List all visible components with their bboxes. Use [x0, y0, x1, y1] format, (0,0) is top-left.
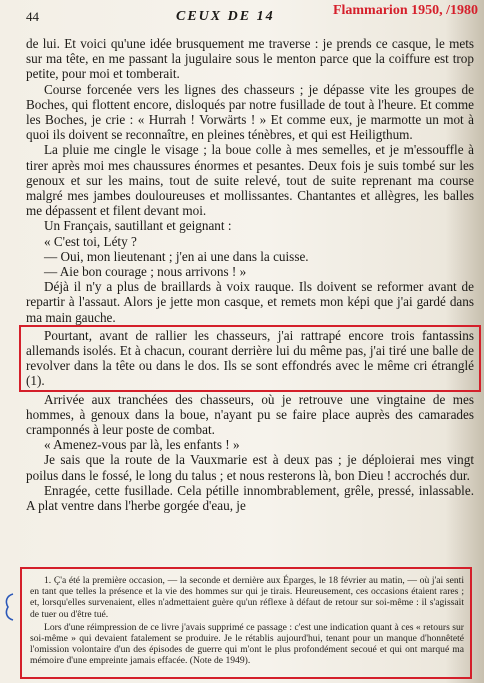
dialogue-line: « Amenez-vous par là, les enfants ! »	[44, 437, 240, 453]
dialogue-line: — Aie bon courage ; nous arrivons ! »	[44, 264, 247, 280]
paragraph: Déjà il n'y a plus de braillards à voix rauque. Ils doivent se reformer avant de repartir à l'assaut. Alors je jette mon casque, et remets mon képi que j'ai gardé dans ma main gauche.	[26, 279, 474, 325]
paragraph: La pluie me cingle le visage ; la boue colle à mes semelles, et je m'essouffle à tirer après moi mes chaussures énormes et pesantes. Deux fois je suis tombé sur les genoux et sur les mains, tout de suite relevé, tout de suite reprenant ma course malgré mes jambes douloureuses et mollissantes. Chantantes et allègres, les balles me dépassent et filent devant moi.	[26, 142, 474, 219]
body-text	[26, 36, 474, 513]
footnote-addendum: Lors d'une réimpression de ce livre j'avais supprimé ce passage : c'est une indication quant à ces « retours sur soi-même » qui devaient fatalement se produire. Je le rétablis aujourd'hui, tenant pour un manque d'honnêteté l'omission volontaire d'un des épisodes de guerre qui m'ont le plus profondément secoué et qui ont marqué ma mémoire d'une empreinte jamais effacée. (Note de 1949).	[30, 621, 464, 667]
running-title: CEUX DE 14	[176, 9, 275, 24]
paragraph: Course forcenée vers les lignes des chasseurs ; je dépasse vite les groupes de Boches, qui flottent encore, disloqués par notre fusillade de tout à l'heure. Et comme les Boches, je crie : « Hurrah ! Vorwärts ! » Et comme eux, je marmotte un mot à quoi ils doivent se reconnaître, en pleines ténèbres, et qui est Heiligthum.	[26, 81, 474, 143]
paragraph: Enragée, cette fusillade. Cela pétille innombrablement, grêle, pressé, inlassable. A plat ventre dans l'herbe gorgée d'eau, je	[26, 482, 474, 514]
paragraph: Je sais que la route de la Vauxmarie est à deux pas ; je déploierai mes vingt poilus dans le fossé, le long du talus ; et nous resterons là, bon Dieu ! accrochés dur.	[26, 452, 474, 483]
publisher-annotation: Flammarion 1950, /1980	[332, 3, 478, 18]
paragraph: de lui. Et voici qu'une idée brusquement me traverse : je prends ce casque, le mets sur ma tête, en me passant la jugulaire sous le menton parce que la coiffure est trop petite, pour moi et tomberait.	[26, 36, 474, 82]
footnote: 1. Ç'a été la première occasion, — la seconde et dernière aux Éparges, le 18 février au matin, — où j'ai senti en tant que telles la présence et la vie des hommes sur qui je tirais. Heureusement, ces occasions étaient rares ; et, lorsqu'elles survenaient, elles n'admettaient guère qu'un réflexe à défaut de retour sur soi-même : il s'agissait de tuer ou d'être tué.	[30, 575, 464, 620]
margin-bracket-mark	[2, 592, 16, 622]
page-number: 44	[26, 9, 39, 24]
page-header	[26, 3, 478, 23]
dialogue-line: — Oui, mon lieutenant ; j'en ai une dans la cuisse.	[44, 248, 309, 264]
paragraph: Un Français, sautillant et geignant :	[44, 218, 232, 234]
highlighted-paragraph: Pourtant, avant de rallier les chasseurs, j'ai rattrapé encore trois fantassins allemands isolés. Et à chacun, courant derrière lui du même pas, j'ai tiré une balle de revolver dans la tête ou dans le dos. Ils se sont effondrés avec le même cri étranglé (1).	[22, 328, 478, 389]
dialogue-line: « C'est toi, Léty ?	[44, 233, 137, 249]
footnote-box	[22, 569, 470, 677]
paragraph: Arrivée aux tranchées des chasseurs, où je retrouve une vingtaine de mes hommes, à genoux dans la boue, n'ayant pu se faire place auprès des camarades cramponnés à leur poste de combat.	[26, 391, 474, 438]
